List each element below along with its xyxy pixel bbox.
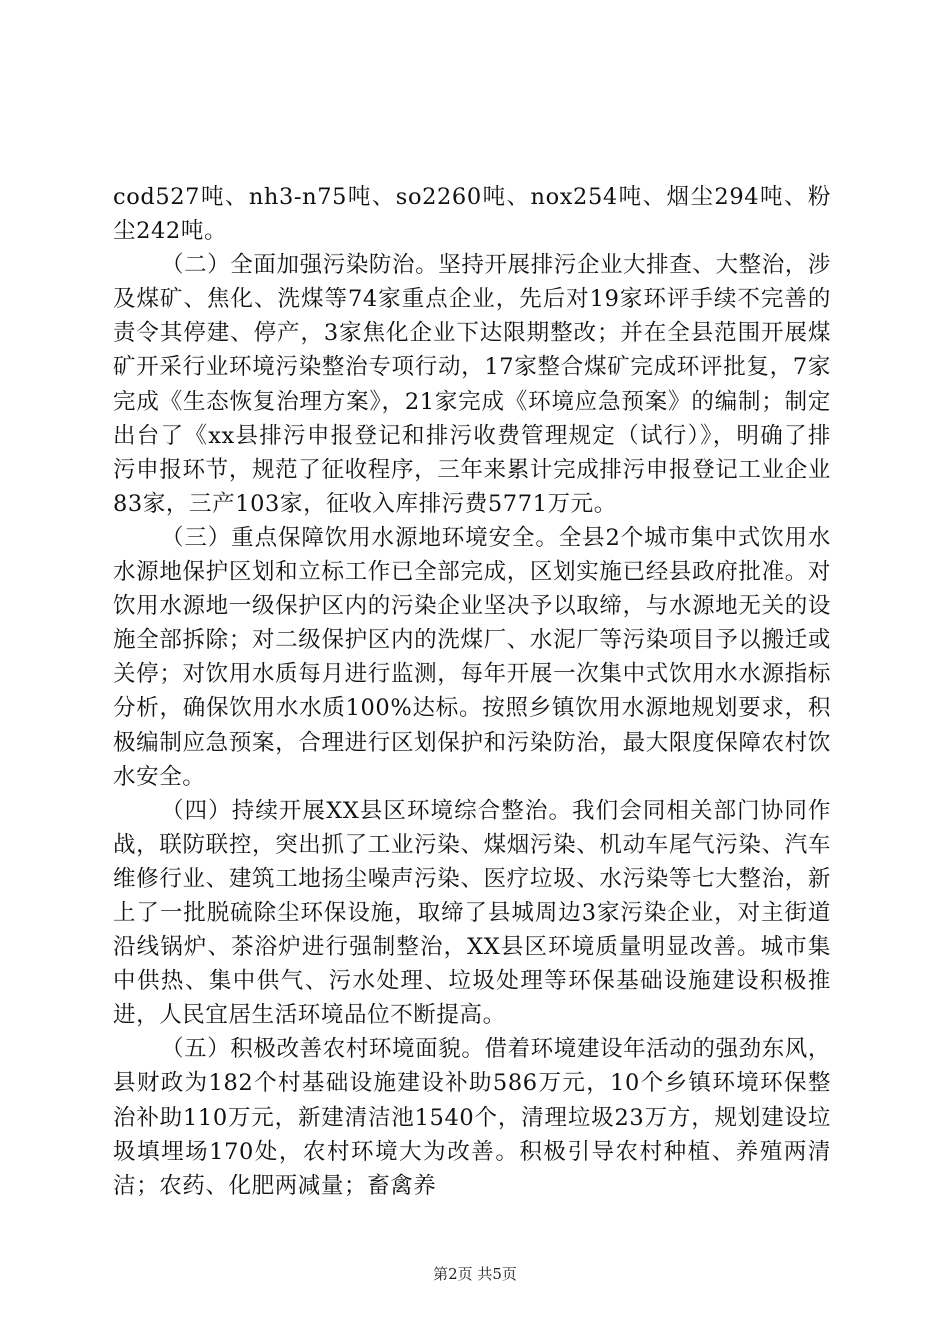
document-body bbox=[113, 180, 831, 1203]
paragraph-rural-environment: （五）积极改善农村环境面貌。借着环境建设年活动的强劲东风，县财政为182个村基础设施建设补助586万元，10个乡镇环境环保整治补助110万元，新建清洁池1540个，清理垃圾23万方，规划建设垃圾填埋场170处，农村环境大为改善。积极引导农村种植、养殖两清洁；农药、化肥两减量；畜禽养 bbox=[113, 1036, 831, 1199]
page-number-footer: 第2页 共5页 bbox=[433, 1265, 517, 1283]
paragraph-emissions-list: cod527吨、nh3-n75吨、so2260吨、nox254吨、烟尘294吨、粉尘242吨。 bbox=[113, 184, 831, 245]
paragraph-water-source-safety: （三）重点保障饮用水源地环境安全。全县2个城市集中式饮用水水源地保护区划和立标工作已全部完成，区划实施已经县政府批准。对饮用水源地一级保护区内的污染企业坚决予以取缔，与水源地无关的设施全部拆除；对二级保护区内的洗煤厂、水泥厂等污染项目予以搬迁或关停；对饮用水质每月进行监测，每年开展一次集中式饮用水水源指标分析，确保饮用水水质100%达标。按照乡镇饮用水源地规划要求，积极编制应急预案，合理进行区划保护和污染防治，最大限度保障农村饮水安全。 bbox=[113, 524, 831, 790]
paragraph-pollution-control: （二）全面加强污染防治。坚持开展排污企业大排查、大整治，涉及煤矿、焦化、洗煤等74家重点企业，先后对19家环评手续不完善的责令其停建、停产，3家焦化企业下达限期整改；并在全县范围开展煤矿开采行业环境污染整治专项行动，17家整合煤矿完成环评批复，7家完成《生态恢复治理方案》，21家完成《环境应急预案》的编制；制定出台了《xx县排污申报登记和排污收费管理规定（试行）》，明确了排污申报环节，规范了征收程序，三年来累计完成排污申报登记工业企业83家，三产103家，征收入库排污费5771万元。 bbox=[113, 252, 831, 517]
paragraph-county-environment: （四）持续开展XX县区环境综合整治。我们会同相关部门协同作战，联防联控，突出抓了工业污染、煤烟污染、机动车尾气污染、汽车维修行业、建筑工地扬尘噪声污染、医疗垃圾、水污染等七大整治，新上了一批脱硫除尘环保设施，取缔了县城周边3家污染企业，对主街道沿线锅炉、茶浴炉进行强制整治，XX县区环境质量明显改善。城市集中供热、集中供气、污水处理、垃圾处理等环保基础设施建设积极推进，人民宜居生活环境品位不断提高。 bbox=[113, 797, 831, 1029]
